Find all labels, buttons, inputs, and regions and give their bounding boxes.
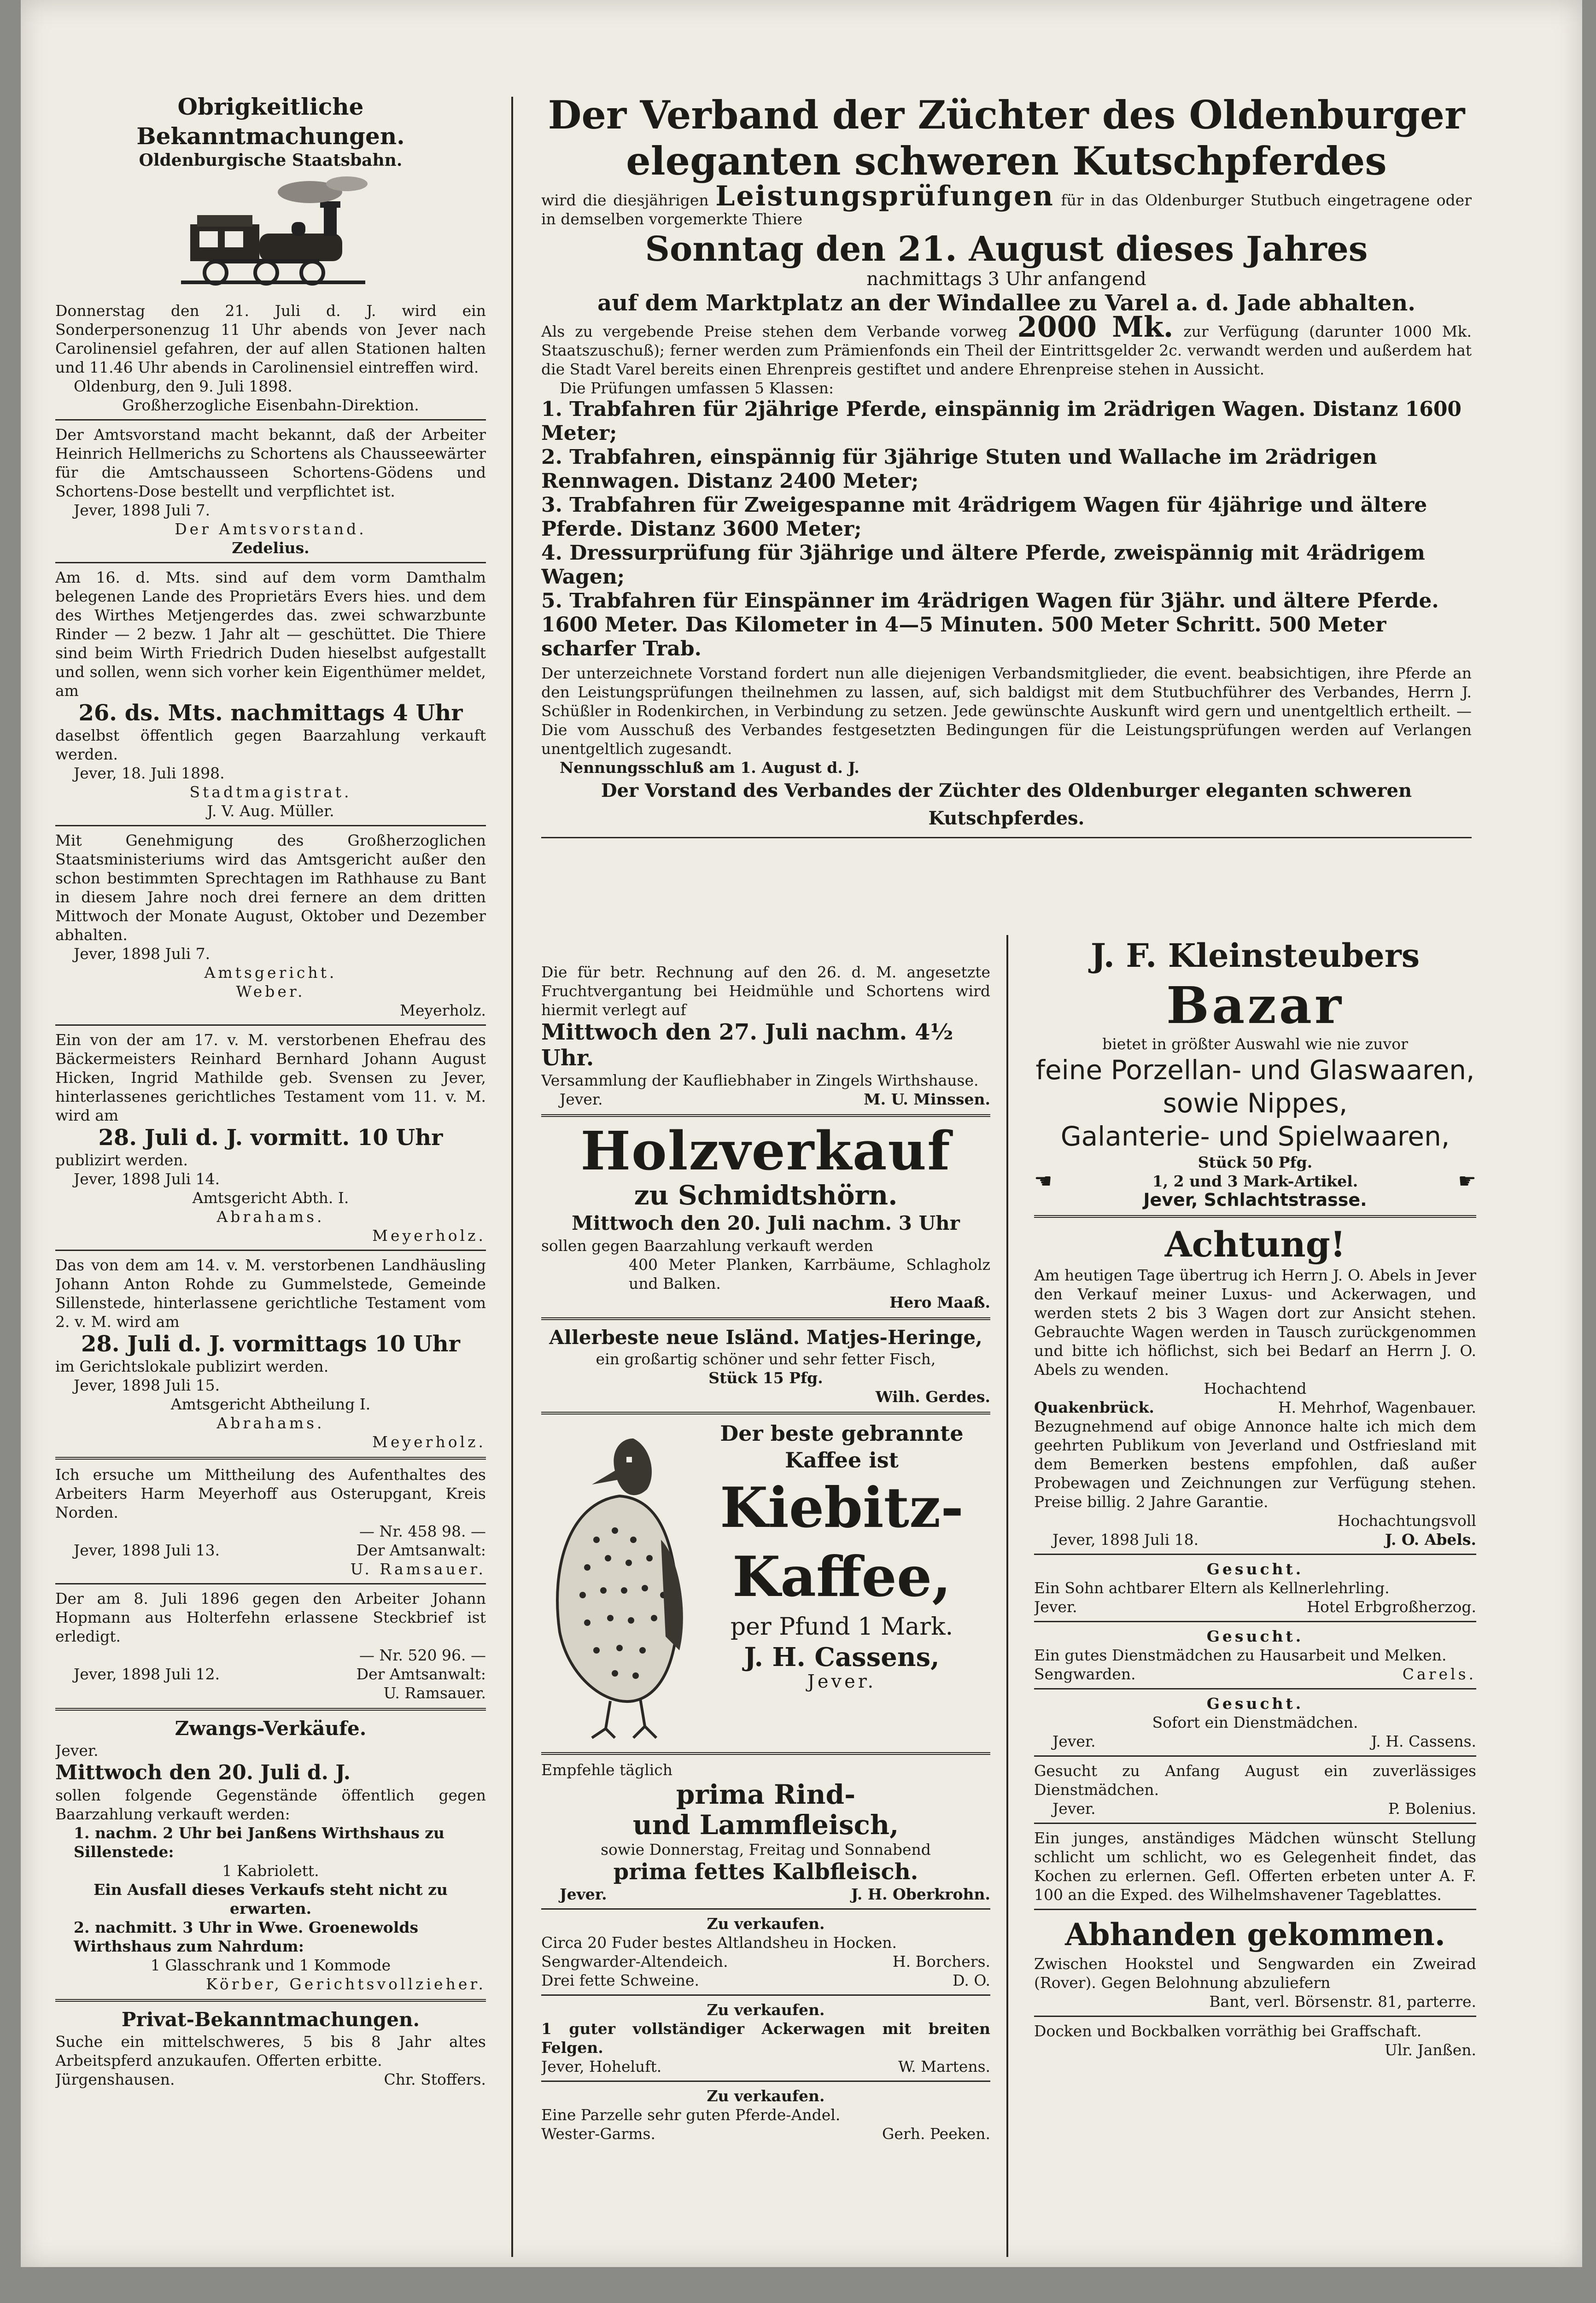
court-sign-name: Weber.: [236, 982, 305, 1000]
kaffee-price: per Pfund 1 Mark.: [730, 1613, 953, 1641]
column-local-ads: [541, 963, 990, 2303]
bazar-big1: feine Porzellan- und Glaswaaren, sowie Nippes,: [1035, 1054, 1475, 1119]
cattle-date: 26. ds. Mts. nachmittags 4 Uhr: [78, 700, 463, 726]
kaffee-top1: Der beste gebrannte: [720, 1421, 964, 1446]
ges1-place: Jever.: [1034, 1598, 1077, 1616]
deadline: Nennungsschluß am 1. August d. J.: [560, 759, 859, 777]
kaffee-top2: Kaffee ist: [785, 1448, 899, 1473]
search2-nr: — Nr. 520 96. —: [359, 1646, 486, 1664]
achtung-greet: Hochachtend: [1204, 1379, 1307, 1397]
fruit-text2: Versammlung der Kaufliebhaber in Zingels Wirthshause.: [541, 1071, 979, 1089]
zwang-item2: 2. nachmitt. 3 Uhr in Wwe. Groenewolds Wirthshaus zum Nahrdum:: [74, 1918, 419, 1955]
meat-text: sowie Donnerstag, Freitag und Sonnabend: [601, 1841, 931, 1859]
bazar-addr: Jever, Schlachtstrasse.: [1143, 1190, 1367, 1210]
search1-text: Ich ersuche um Mittheilung des Aufenthaltes des Arbeiters Harm Meyerhoff aus Osterupgant, Kreis Norden.: [55, 1466, 486, 1521]
hering-price: Stück 15 Pfg.: [708, 1369, 823, 1387]
divider: [55, 1250, 486, 1251]
ges1-text: Ein Sohn achtbarer Eltern als Kellnerlehrling.: [1034, 1579, 1390, 1597]
lost-text: Zwischen Hookstel und Sengwarden ein Zweirad (Rover). Gegen Belohnung abzuliefern: [1034, 1955, 1476, 1992]
bazar-items: 1, 2 und 3 Mark-Artikel.: [1152, 1172, 1358, 1190]
sale1-sign2: D. O.: [953, 1971, 990, 1989]
sale1-sign: H. Borchers.: [892, 1952, 990, 1970]
divider: [541, 837, 1472, 838]
ges2-heading: Gesucht.: [1206, 1627, 1304, 1645]
intro-a: wird die diesjährigen: [541, 191, 709, 209]
will2-sign-clerk: Meyerholz.: [372, 1433, 486, 1451]
kaffee-ad: [541, 1420, 990, 1747]
fruit-text: Die für betr. Rechnung auf den 26. d. M. angesetzte Fruchtvergantung bei Heidmühle und Schortens wird hiermit verlegt auf: [541, 963, 990, 1019]
zwang-item2b: 1 Glasschrank und 1 Kommode: [150, 1956, 391, 1974]
meat-intro: Empfehle täglich: [541, 1761, 672, 1779]
bazar-head2: Bazar: [1166, 976, 1344, 1035]
achtung-date: Jever, 1898 Juli 18.: [1052, 1531, 1199, 1549]
fruit-place: Jever.: [560, 1090, 603, 1108]
sale3-text: Eine Parzelle sehr guten Pferde-Andel.: [541, 2106, 841, 2124]
will2-text: Das von dem am 14. v. M. verstorbenen Landhäusling Johann Anton Rohde zu Gummelstede, Gemeinde Sillenstede, hinterlassene gerichtliche Testament vom 2. v. M. wird am: [55, 1256, 486, 1331]
meat-head1: prima Rind-: [676, 1779, 856, 1810]
search1-place: Jever, 1898 Juli 13.: [74, 1541, 220, 1559]
pointing-hand-icon: ☛: [1458, 1169, 1476, 1193]
rail-title: Oldenburgische Staatsbahn.: [139, 151, 403, 170]
sale2-place: Jever, Hoheluft.: [541, 2058, 662, 2075]
holz-sign: Hero Maaß.: [889, 1293, 990, 1311]
zwang-date: Mittwoch den 20. Juli d. J.: [55, 1761, 351, 1784]
intro-c: für in das Oldenburger Stutbuch eingetragene oder in demselben vorgemerkte Thiere: [541, 191, 1472, 228]
will2-text2: im Gerichtslokale publizirt werden.: [55, 1357, 329, 1375]
girl-text: Ein junges, anständiges Mädchen wünscht Stellung schlicht um schlicht, wo es Gelegenheit findet, das Kochen zu erlernen. Gefl. Offerten erbeten unter A. F. 100 an die Exped. des Wilhelmshavener Tageblattes.: [1034, 1829, 1476, 1904]
prize-c: zur Verfügung (darunter 1000 Mk. Staatszuschuß); ferner werden zum Prämienfonds ein Theil der Eintrittsgelder 2c. verwandt werden und außerdem hat die Stadt Varel bereits einen Ehrenpreis gestiftet und andere Ehrenpreise stehen in Aussicht.: [541, 322, 1472, 378]
column-rule-right: [1006, 935, 1008, 2257]
sale3-sign: Gerh. Peeken.: [882, 2125, 990, 2143]
rail-sign: Großherzogliche Eisenbahn-Direktion.: [122, 396, 419, 414]
section-heading-official: Obrigkeitliche Bekanntmachungen.: [136, 93, 405, 150]
lost-heading: Abhanden gekommen.: [1065, 1917, 1445, 1952]
ges2-sign: Carels.: [1402, 1665, 1476, 1683]
search2-sign: Der Amtsanwalt:: [356, 1665, 486, 1683]
ges2-text: Ein gutes Dienstmädchen zu Hausarbeit und Melken.: [1034, 1646, 1447, 1664]
kaffee-big2: Kaffee,: [732, 1544, 952, 1609]
sale1-text: Circa 20 Fuder bestes Altlandsheu in Hocken.: [541, 1934, 897, 1952]
private-heading: Privat-Bekanntmachungen.: [121, 2008, 420, 2031]
ges4-text: Gesucht zu Anfang August ein zuverlässiges Dienstmädchen.: [1034, 1762, 1476, 1799]
classes-intro: Die Prüfungen umfassen 5 Klassen:: [560, 379, 834, 397]
ges3-sign: J. H. Cassens.: [1371, 1732, 1476, 1750]
column-shop-ads: [1034, 935, 1476, 2303]
achtung-text2: Bezugnehmend auf obige Annonce halte ich mich dem geehrten Publikum von Jeverland und Ostfriesland mit dem Bemerken bestens empfohlen, daß außer Probewagen und Zeichnungen zur Verfügung stehen. Preise billig. 2 Jahre Garantie.: [1034, 1417, 1476, 1511]
ges2-place: Sengwarden.: [1034, 1665, 1136, 1683]
cattle-text2: daselbst öffentlich gegen Baarzahlung verkauft werden.: [55, 726, 486, 763]
achtung-heading: Achtung!: [1164, 1224, 1346, 1265]
zwang-item1: 1. nachm. 2 Uhr bei Janßens Wirthshaus zu Sillenstede:: [74, 1824, 444, 1861]
sale1-place: Sengwarder-Altendeich.: [541, 1952, 728, 1970]
sale1-text2: Drei fette Schweine.: [541, 1971, 700, 1989]
holz-place: zu Schmidtshörn.: [634, 1180, 898, 1211]
class-item: 1. Trabfahren für 2jährige Pferde, einspännig im 2rädrigen Wagen. Distanz 1600 Meter;: [541, 397, 1462, 445]
fruit-date: Mittwoch den 27. Juli nachm. 4½ Uhr.: [541, 1019, 953, 1071]
sale2-sign: W. Martens.: [898, 2058, 990, 2075]
zwang-sign: Körber, Gerichtsvollzieher.: [206, 1975, 486, 1993]
amts-text: Der Amtsvorstand macht bekannt, daß der Arbeiter Heinrich Hellmerichs zu Schortens als Chausseewärter für die Amtschausseen Schortens-Gödens und Schortens-Dose bestellt und verpflichtet ist.: [55, 426, 486, 500]
divider: [541, 1994, 990, 1996]
divider: [55, 562, 486, 563]
cattle-sign: Stadtmagistrat.: [189, 783, 352, 801]
cattle-text: Am 16. d. Mts. sind auf dem vorm Damthalm belegenen Lande des Proprietärs Evers hies. und dem des Wirthes Metjengerdes das. zwei schwarzbunte Rinder — 2 bezw. 1 Jahr alt — geschüttet. Die Thiere sind beim Wirth Friedrich Duden hieselbst aufgestallt und sollen, wenn sich vorher kein Eigenthümer meldet, am: [55, 568, 486, 700]
divider: [1034, 1909, 1476, 1910]
bazar-head1: J. F. Kleinsteubers: [1090, 936, 1420, 975]
event-place: auf dem Marktplatz an der Windallee zu Varel a. d. Jade abhalten.: [597, 290, 1415, 316]
divider: [1034, 1554, 1476, 1555]
rail-text: Donnerstag den 21. Juli d. J. wird ein Sonderpersonenzug 11 Uhr abends von Jever nach Carolinensiel gefahren, der auf allen Stationen halten und 11.46 Uhr abends in Carolinensiel eintreffen wird.: [55, 302, 486, 376]
ges4-sign: P. Bolenius.: [1388, 1800, 1476, 1818]
achtung-place: Quakenbrück.: [1034, 1398, 1154, 1416]
search1-sign-name: U. Ramsauer.: [350, 1560, 486, 1578]
ges3-heading: Gesucht.: [1206, 1695, 1304, 1713]
divider: [55, 825, 486, 826]
pointing-hand-icon: ☚: [1034, 1169, 1052, 1193]
zwang-item1b: 1 Kabriolett.: [222, 1862, 319, 1880]
holz-heading: Holzverkauf: [580, 1120, 951, 1182]
ges3-text: Sofort ein Dienstmädchen.: [1152, 1713, 1358, 1731]
column-official-notices: [55, 92, 486, 2266]
amts-sign: Der Amtsvorstand.: [175, 520, 367, 538]
closing-text: Der unterzeichnete Vorstand fordert nun alle diejenigen Verbandsmitglieder, die event. beabsichtigen, ihre Pferde an den Leistungsprüfungen theilnehmen zu lassen, auf, sich baldigst mit dem Stutbuchführer des Verbandes, Herrn J. Schüßler in Rodenkirchen, in Verbindung zu setzen. Jede gewünschte Auskunft wird gern und unentgeltlich ertheilt. — Die vom Ausschuß des Verbandes festgesetzten Bedingungen für die Leistungsprüfungen werden auf Verlangen unentgeltlich zugesandt.: [541, 664, 1472, 758]
divider: [1034, 1215, 1476, 1218]
dock-text: Docken und Bockbalken vorräthig bei Graffschaft.: [1034, 2022, 1422, 2040]
column-rule-left: [511, 97, 513, 2257]
will2-place: Jever, 1898 Juli 15.: [74, 1376, 220, 1394]
court-text: Mit Genehmigung des Großherzoglichen Staatsministeriums wird das Amtsgericht außer den schon bestimmten Sprechtagen im Rathhause zu Bant in diesem Jahre noch drei fernere an dem dritten Mittwoch der Monate August, Oktober und Dezember abhalten.: [55, 831, 486, 944]
divider: [1034, 1688, 1476, 1689]
divider: [55, 1999, 486, 2002]
court-sign: Amtsgericht.: [204, 964, 337, 982]
divider: [1034, 2016, 1476, 2017]
will2-sign: Amtsgericht Abtheilung I.: [170, 1395, 371, 1413]
kaffee-sign: J. H. Cassens,: [744, 1642, 940, 1672]
prize-a: Als zu vergebende Preise stehen dem Verbande vorweg: [541, 322, 1007, 340]
zwang-heading: Zwangs-Verkäufe.: [175, 1717, 367, 1740]
divider: [1034, 1755, 1476, 1757]
cattle-sign-name: J. V. Aug. Müller.: [207, 802, 334, 820]
rail-date: Oldenburg, den 9. Juli 1898.: [74, 377, 292, 395]
holz-date: Mittwoch den 20. Juli nachm. 3 Uhr: [572, 1212, 960, 1234]
holz-text: sollen gegen Baarzahlung verkauft werden: [541, 1237, 873, 1255]
private-place: Jürgenshausen.: [55, 2070, 175, 2088]
divider: [55, 1024, 486, 1026]
class-item: 4. Dressurprüfung für 3jährige und ältere Pferde, zweispännig mit 4rädrigem Wagen;: [541, 541, 1425, 589]
amts-date: Jever, 1898 Juli 7.: [74, 501, 210, 519]
amts-sign-name: Zedelius.: [232, 539, 310, 557]
main-title: Der Verband der Züchter des Oldenburger: [548, 92, 1465, 138]
will1-text2: publizirt werden.: [55, 1151, 188, 1169]
achtung-greet2: Hochachtungsvoll: [1337, 1512, 1476, 1530]
search2-sign-name: U. Ramsauer.: [383, 1684, 486, 1702]
search2-text: Der am 8. Juli 1896 gegen den Arbeiter Johann Hopmann aus Holterfehn erlassene Steckbrief ist erledigt.: [55, 1590, 486, 1645]
zwang-note: Ein Ausfall dieses Verkaufs steht nicht zu erwarten.: [94, 1881, 448, 1917]
newspaper-page: [21, 0, 1582, 2267]
event-date: Sonntag den 21. August dieses Jahres: [645, 229, 1368, 269]
sale2-heading: Zu verkaufen.: [707, 2001, 825, 2019]
hering-heading: Allerbeste neue Isländ. Matjes-Heringe,: [549, 1326, 982, 1349]
prize-amount: 2000 Mk.: [1017, 310, 1174, 344]
meat-place: Jever.: [560, 1885, 607, 1903]
sale3-place: Wester-Garms.: [541, 2125, 655, 2143]
divider: [541, 2081, 990, 2082]
will1-place: Jever, 1898 Juli 14.: [74, 1170, 220, 1188]
divider: [55, 1457, 486, 1460]
classes-list: [541, 397, 1472, 661]
search1-nr: — Nr. 458 98. —: [359, 1522, 486, 1540]
board-signature: Der Vorstand des Verbandes der Züchter des Oldenburger eleganten schweren Kutschpferdes.: [601, 780, 1412, 829]
achtung-sign2: J. O. Abels.: [1385, 1531, 1476, 1549]
meat-sign: J. H. Oberkrohn.: [851, 1885, 990, 1903]
search1-sign: Der Amtsanwalt:: [356, 1541, 486, 1559]
horse-breeders-ad: [541, 92, 1472, 935]
divider: [541, 1317, 990, 1320]
will1-sign: Amtsgericht Abth. I.: [192, 1189, 349, 1207]
kaffee-place: Jever.: [807, 1671, 877, 1692]
will1-sign-name: Abrahams.: [216, 1208, 325, 1226]
sale1-heading: Zu verkaufen.: [707, 1915, 825, 1933]
holz-items: 400 Meter Planken, Karrbäume, Schlagholz und Balken.: [629, 1256, 990, 1292]
search2-place: Jever, 1898 Juli 12.: [74, 1665, 220, 1683]
bazar-text: bietet in größter Auswahl wie nie zuvor: [1102, 1035, 1408, 1053]
fruit-sign: M. U. Minssen.: [864, 1090, 990, 1108]
divider: [541, 1114, 990, 1117]
will2-sign-name: Abrahams.: [216, 1414, 325, 1432]
lost-addr: Bant, verl. Börsenstr. 81, parterre.: [1209, 1993, 1476, 2011]
intro-b: Leistungsprüfungen: [715, 180, 1054, 212]
hering-sign: Wilh. Gerdes.: [875, 1388, 990, 1406]
class-item: 2. Trabfahren, einspännig für 3jährige Stuten und Wallache im 2rädrigen Rennwagen. Distanz 2400 Meter;: [541, 445, 1377, 493]
kiebitz-bird-icon: [541, 1420, 693, 1747]
divider: [1034, 1823, 1476, 1824]
hering-text: ein großartig schöner und sehr fetter Fisch,: [596, 1350, 936, 1368]
private-sign: Chr. Stoffers.: [384, 2070, 486, 2088]
divider: [55, 419, 486, 421]
will1-text: Ein von der am 17. v. M. verstorbenen Ehefrau des Bäckermeisters Reinhard Bernhard Johann August Hicken, Ingrid Mathilde geb. Svensen zu Jever, hinterlassenes gerichtliches Testament vom 11. v. M. wird am: [55, 1031, 486, 1124]
zwang-text: sollen folgende Gegenstände öffentlich gegen Baarzahlung verkauft werden:: [55, 1786, 486, 1823]
class-item: 5. Trabfahren für Einspänner im 4rädrigen Wagen für 3jähr. und ältere Pferde. 1600 Meter. Das Kilometer in 4—5 Minuten. 500 Meter Schritt. 500 Meter scharfer Trab.: [541, 589, 1439, 661]
divider: [541, 1412, 990, 1415]
locomotive-icon: [55, 174, 486, 298]
main-title-2: eleganten schweren Kutschpferdes: [626, 138, 1387, 184]
ges1-sign: Hotel Erbgroßherzog.: [1307, 1598, 1476, 1616]
private-text: Suche ein mittelschweres, 5 bis 8 Jahr altes Arbeitspferd anzukaufen. Offerten erbitte.: [55, 2033, 486, 2069]
ges4-place: Jever.: [1052, 1800, 1096, 1818]
divider: [541, 1752, 990, 1755]
kaffee-big1: Kiebitz-: [719, 1475, 964, 1540]
will1-sign-clerk: Meyerholz.: [372, 1227, 486, 1245]
will2-date: 28. Juli d. J. vormittags 10 Uhr: [81, 1331, 460, 1357]
meat-head2: und Lammfleisch,: [632, 1809, 899, 1841]
class-item: 3. Trabfahren für Zweigespanne mit 4rädrigem Wagen für 4jährige und ältere Pferde. Distanz 3600 Meter;: [541, 493, 1427, 541]
achtung-sign: H. Mehrhof, Wagenbauer.: [1278, 1398, 1476, 1416]
court-sign-clerk: Meyerholz.: [400, 1001, 486, 1019]
cattle-place: Jever, 18. Juli 1898.: [74, 764, 225, 782]
dock-sign: Ulr. Janßen.: [1385, 2041, 1476, 2059]
divider: [55, 1708, 486, 1711]
court-date: Jever, 1898 Juli 7.: [74, 945, 210, 963]
zwang-place: Jever.: [55, 1742, 99, 1759]
ges1-heading: Gesucht.: [1206, 1560, 1304, 1578]
event-time: nachmittags 3 Uhr anfangend: [866, 269, 1146, 290]
ges3-place: Jever.: [1052, 1732, 1096, 1750]
will1-date: 28. Juli d. J. vormitt. 10 Uhr: [98, 1125, 443, 1151]
meat-head3: prima fettes Kalbfleisch.: [613, 1859, 918, 1885]
divider: [1034, 1621, 1476, 1622]
sale3-heading: Zu verkaufen.: [707, 2087, 825, 2105]
bazar-big2: Galanterie- und Spielwaaren,: [1060, 1121, 1450, 1152]
divider: [541, 1908, 990, 1910]
bazar-price: Stück 50 Pfg.: [1198, 1153, 1313, 1171]
achtung-text: Am heutigen Tage übertrug ich Herrn J. O. Abels in Jever den Verkauf meiner Luxus- und Ackerwagen, und werden stets 2 bis 3 Wagen dort zur Ansicht stehen. Gebrauchte Wagen werden in Tausch zurückgenommen und bitte ich höflichst, sich bei Bedarf an Herrn J. O. Abels zu wenden.: [1034, 1266, 1476, 1379]
divider: [55, 1583, 486, 1584]
sale2-text: 1 guter vollständiger Ackerwagen mit breiten Felgen.: [541, 2020, 990, 2057]
